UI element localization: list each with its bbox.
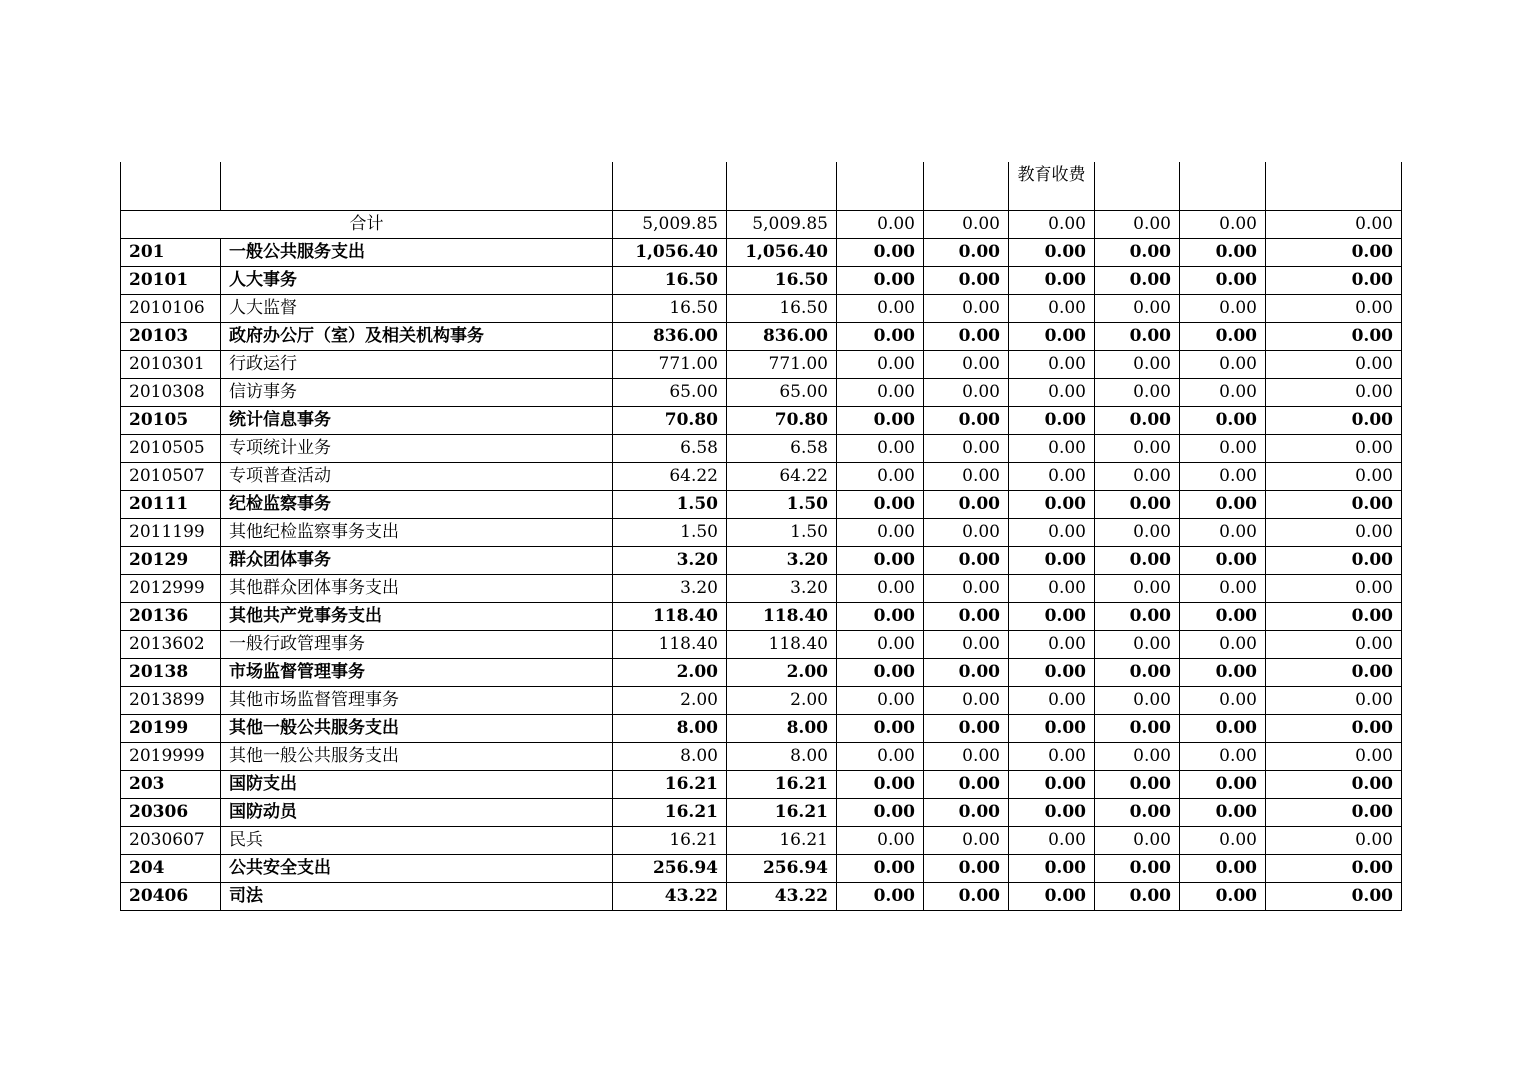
table-row	[121, 659, 1402, 687]
row-value: 0.00	[1095, 323, 1180, 351]
table-row	[121, 267, 1402, 295]
table-row	[121, 491, 1402, 519]
row-value: 16.21	[613, 771, 727, 799]
table-row	[121, 743, 1402, 771]
row-value: 0.00	[837, 603, 924, 631]
row-value: 0.00	[1009, 799, 1095, 827]
row-value: 118.40	[613, 631, 727, 659]
row-value: 0.00	[1266, 239, 1402, 267]
total-value: 5,009.85	[727, 211, 837, 239]
row-name: 一般公共服务支出	[221, 239, 613, 267]
row-name: 其他纪检监察事务支出	[221, 519, 613, 547]
row-value: 0.00	[1180, 267, 1266, 295]
row-value: 0.00	[1180, 575, 1266, 603]
row-value: 0.00	[1009, 743, 1095, 771]
row-value: 2.00	[613, 687, 727, 715]
row-name: 统计信息事务	[221, 407, 613, 435]
table-row	[121, 855, 1402, 883]
row-value: 0.00	[1180, 827, 1266, 855]
row-value: 0.00	[924, 827, 1009, 855]
header-cell-education-fee	[1009, 162, 1095, 211]
row-value: 0.00	[1180, 407, 1266, 435]
total-value: 5,009.85	[613, 211, 727, 239]
row-code: 20105	[121, 407, 221, 435]
row-value: 0.00	[1095, 463, 1180, 491]
row-name: 纪检监察事务	[221, 491, 613, 519]
row-value: 6.58	[727, 435, 837, 463]
row-value: 0.00	[1180, 659, 1266, 687]
row-value: 0.00	[924, 267, 1009, 295]
table-row	[121, 463, 1402, 491]
row-value: 0.00	[1266, 295, 1402, 323]
row-value: 118.40	[727, 603, 837, 631]
row-value: 16.21	[727, 827, 837, 855]
table-row	[121, 883, 1402, 911]
row-value: 3.20	[613, 547, 727, 575]
table-row	[121, 687, 1402, 715]
row-value: 0.00	[1266, 491, 1402, 519]
row-value: 0.00	[1095, 799, 1180, 827]
row-value: 0.00	[1266, 603, 1402, 631]
row-value: 64.22	[727, 463, 837, 491]
row-value: 0.00	[1009, 407, 1095, 435]
row-value: 0.00	[1180, 239, 1266, 267]
row-value: 0.00	[1009, 715, 1095, 743]
row-code: 2013899	[121, 687, 221, 715]
row-value: 0.00	[1095, 379, 1180, 407]
row-value: 0.00	[1009, 491, 1095, 519]
row-code: 20306	[121, 799, 221, 827]
row-value: 0.00	[1266, 743, 1402, 771]
row-value: 0.00	[1009, 687, 1095, 715]
row-value: 0.00	[1180, 603, 1266, 631]
row-value: 0.00	[837, 295, 924, 323]
row-code: 20406	[121, 883, 221, 911]
row-name: 市场监督管理事务	[221, 659, 613, 687]
row-name: 国防支出	[221, 771, 613, 799]
table-row	[121, 575, 1402, 603]
row-value: 16.21	[613, 827, 727, 855]
row-value: 0.00	[924, 351, 1009, 379]
row-value: 8.00	[613, 743, 727, 771]
row-value: 1.50	[613, 519, 727, 547]
row-value: 0.00	[837, 547, 924, 575]
table-row	[121, 519, 1402, 547]
row-value: 0.00	[1266, 435, 1402, 463]
table-row	[121, 547, 1402, 575]
row-value: 0.00	[1009, 379, 1095, 407]
row-name: 司法	[221, 883, 613, 911]
row-name: 其他一般公共服务支出	[221, 715, 613, 743]
row-value: 0.00	[1180, 519, 1266, 547]
row-code: 2010301	[121, 351, 221, 379]
row-value: 0.00	[1180, 351, 1266, 379]
header-label-education-fee: 教育收费	[1017, 165, 1086, 185]
row-value: 1.50	[727, 519, 837, 547]
row-value: 0.00	[1009, 267, 1095, 295]
row-value: 0.00	[1266, 771, 1402, 799]
row-value: 6.58	[613, 435, 727, 463]
row-code: 2010505	[121, 435, 221, 463]
row-value: 0.00	[1266, 463, 1402, 491]
row-value: 0.00	[1095, 435, 1180, 463]
row-name: 专项统计业务	[221, 435, 613, 463]
row-code: 201	[121, 239, 221, 267]
row-value: 0.00	[924, 295, 1009, 323]
row-value: 0.00	[1266, 547, 1402, 575]
total-row	[121, 211, 1402, 239]
row-value: 8.00	[727, 715, 837, 743]
row-value: 0.00	[1095, 687, 1180, 715]
row-value: 0.00	[837, 883, 924, 911]
header-row	[121, 162, 1402, 211]
row-value: 0.00	[1009, 519, 1095, 547]
row-value: 64.22	[613, 463, 727, 491]
table-row	[121, 631, 1402, 659]
row-value: 0.00	[1266, 883, 1402, 911]
row-value: 2.00	[613, 659, 727, 687]
row-value: 0.00	[1009, 631, 1095, 659]
row-value: 0.00	[924, 603, 1009, 631]
row-value: 0.00	[1095, 295, 1180, 323]
row-code: 2010106	[121, 295, 221, 323]
row-value: 0.00	[1009, 575, 1095, 603]
row-value: 0.00	[924, 575, 1009, 603]
row-value: 0.00	[924, 687, 1009, 715]
table-row	[121, 379, 1402, 407]
row-code: 2010507	[121, 463, 221, 491]
row-value: 0.00	[924, 771, 1009, 799]
row-value: 0.00	[837, 659, 924, 687]
row-value: 0.00	[1180, 295, 1266, 323]
row-code: 204	[121, 855, 221, 883]
row-code: 2012999	[121, 575, 221, 603]
row-value: 16.50	[727, 267, 837, 295]
table-row	[121, 351, 1402, 379]
row-value: 0.00	[924, 631, 1009, 659]
row-value: 0.00	[924, 519, 1009, 547]
total-value: 0.00	[837, 211, 924, 239]
header-cell-8	[1266, 162, 1402, 211]
row-value: 0.00	[1266, 575, 1402, 603]
row-code: 20103	[121, 323, 221, 351]
row-name: 人大监督	[221, 295, 613, 323]
row-value: 0.00	[1095, 883, 1180, 911]
row-value: 1.50	[613, 491, 727, 519]
row-value: 43.22	[613, 883, 727, 911]
row-value: 0.00	[1095, 519, 1180, 547]
row-value: 16.50	[727, 295, 837, 323]
row-value: 0.00	[1095, 407, 1180, 435]
row-name: 民兵	[221, 827, 613, 855]
row-value: 0.00	[837, 743, 924, 771]
row-value: 0.00	[1180, 799, 1266, 827]
row-value: 0.00	[1266, 631, 1402, 659]
row-value: 8.00	[727, 743, 837, 771]
row-name: 信访事务	[221, 379, 613, 407]
table-row	[121, 603, 1402, 631]
row-value: 0.00	[1266, 351, 1402, 379]
row-code: 20199	[121, 715, 221, 743]
row-value: 0.00	[1180, 435, 1266, 463]
row-code: 2030607	[121, 827, 221, 855]
row-name: 行政运行	[221, 351, 613, 379]
row-value: 0.00	[1180, 631, 1266, 659]
row-value: 0.00	[837, 463, 924, 491]
row-value: 0.00	[1095, 603, 1180, 631]
row-value: 836.00	[613, 323, 727, 351]
row-value: 0.00	[1180, 463, 1266, 491]
table-row	[121, 239, 1402, 267]
row-value: 0.00	[1180, 743, 1266, 771]
row-value: 0.00	[924, 547, 1009, 575]
row-value: 1,056.40	[727, 239, 837, 267]
row-value: 0.00	[837, 799, 924, 827]
row-value: 0.00	[1009, 855, 1095, 883]
row-value: 2.00	[727, 659, 837, 687]
row-value: 0.00	[837, 715, 924, 743]
row-value: 8.00	[613, 715, 727, 743]
row-value: 0.00	[1009, 883, 1095, 911]
total-value: 0.00	[1266, 211, 1402, 239]
row-value: 0.00	[837, 407, 924, 435]
row-value: 0.00	[1009, 603, 1095, 631]
row-value: 836.00	[727, 323, 837, 351]
table-row	[121, 407, 1402, 435]
row-value: 0.00	[1009, 463, 1095, 491]
row-code: 2013602	[121, 631, 221, 659]
row-value: 16.21	[727, 799, 837, 827]
row-value: 0.00	[837, 827, 924, 855]
row-value: 16.21	[613, 799, 727, 827]
row-value: 0.00	[1095, 715, 1180, 743]
row-value: 0.00	[837, 267, 924, 295]
row-value: 0.00	[1095, 575, 1180, 603]
total-value: 0.00	[1095, 211, 1180, 239]
row-value: 70.80	[613, 407, 727, 435]
row-value: 3.20	[727, 547, 837, 575]
table-row	[121, 323, 1402, 351]
row-name: 其他一般公共服务支出	[221, 743, 613, 771]
row-value: 65.00	[613, 379, 727, 407]
row-value: 0.00	[1009, 771, 1095, 799]
total-label: 合计	[121, 211, 613, 239]
row-value: 0.00	[1180, 771, 1266, 799]
row-value: 0.00	[1095, 491, 1180, 519]
row-value: 0.00	[1266, 799, 1402, 827]
row-value: 16.50	[613, 295, 727, 323]
row-value: 0.00	[1266, 267, 1402, 295]
row-value: 0.00	[924, 743, 1009, 771]
total-value: 0.00	[1180, 211, 1266, 239]
row-value: 256.94	[727, 855, 837, 883]
row-value: 0.00	[1180, 323, 1266, 351]
row-value: 0.00	[1266, 855, 1402, 883]
row-value: 3.20	[613, 575, 727, 603]
row-value: 0.00	[837, 631, 924, 659]
row-code: 20129	[121, 547, 221, 575]
row-value: 0.00	[837, 519, 924, 547]
row-value: 0.00	[1180, 687, 1266, 715]
row-value: 0.00	[837, 771, 924, 799]
total-value: 0.00	[924, 211, 1009, 239]
row-value: 0.00	[924, 491, 1009, 519]
row-code: 2010308	[121, 379, 221, 407]
row-value: 0.00	[1095, 351, 1180, 379]
row-name: 公共安全支出	[221, 855, 613, 883]
row-value: 0.00	[1180, 491, 1266, 519]
row-value: 0.00	[1180, 547, 1266, 575]
row-value: 0.00	[924, 379, 1009, 407]
row-name: 一般行政管理事务	[221, 631, 613, 659]
row-name: 其他市场监督管理事务	[221, 687, 613, 715]
row-value: 16.21	[727, 771, 837, 799]
header-cell-2	[727, 162, 837, 211]
budget-table	[120, 162, 1402, 911]
row-value: 0.00	[924, 715, 1009, 743]
row-value: 0.00	[1095, 631, 1180, 659]
row-name: 国防动员	[221, 799, 613, 827]
row-value: 771.00	[613, 351, 727, 379]
row-code: 20111	[121, 491, 221, 519]
row-value: 3.20	[727, 575, 837, 603]
row-value: 1.50	[727, 491, 837, 519]
row-value: 0.00	[924, 659, 1009, 687]
row-value: 0.00	[1095, 547, 1180, 575]
row-value: 0.00	[1095, 827, 1180, 855]
row-value: 0.00	[924, 239, 1009, 267]
row-name: 其他群众团体事务支出	[221, 575, 613, 603]
row-value: 0.00	[837, 323, 924, 351]
row-value: 0.00	[1009, 659, 1095, 687]
row-code: 20138	[121, 659, 221, 687]
row-value: 118.40	[613, 603, 727, 631]
row-name: 其他共产党事务支出	[221, 603, 613, 631]
row-value: 0.00	[1095, 239, 1180, 267]
header-cell-3	[837, 162, 924, 211]
row-value: 0.00	[1009, 323, 1095, 351]
row-value: 0.00	[1095, 659, 1180, 687]
header-cell-1	[613, 162, 727, 211]
row-value: 0.00	[1266, 407, 1402, 435]
row-value: 0.00	[924, 855, 1009, 883]
row-value: 0.00	[1266, 323, 1402, 351]
row-value: 0.00	[1266, 379, 1402, 407]
row-value: 118.40	[727, 631, 837, 659]
row-value: 2.00	[727, 687, 837, 715]
header-cell-7	[1180, 162, 1266, 211]
row-value: 0.00	[1180, 883, 1266, 911]
row-value: 0.00	[1095, 771, 1180, 799]
row-value: 0.00	[837, 491, 924, 519]
row-value: 0.00	[1095, 267, 1180, 295]
row-code: 203	[121, 771, 221, 799]
row-value: 0.00	[1095, 855, 1180, 883]
row-value: 0.00	[1266, 659, 1402, 687]
row-value: 0.00	[1266, 519, 1402, 547]
row-value: 0.00	[1009, 295, 1095, 323]
row-value: 16.50	[613, 267, 727, 295]
row-value: 0.00	[1009, 827, 1095, 855]
row-value: 0.00	[1009, 547, 1095, 575]
row-value: 0.00	[1180, 855, 1266, 883]
row-value: 43.22	[727, 883, 837, 911]
row-value: 0.00	[837, 575, 924, 603]
row-value: 0.00	[837, 687, 924, 715]
header-cell-4	[924, 162, 1009, 211]
row-name: 人大事务	[221, 267, 613, 295]
header-cell-name	[221, 162, 613, 211]
header-cell-6	[1095, 162, 1180, 211]
row-value: 0.00	[837, 239, 924, 267]
row-value: 0.00	[1180, 715, 1266, 743]
row-value: 0.00	[924, 435, 1009, 463]
row-value: 0.00	[1266, 827, 1402, 855]
row-value: 0.00	[924, 323, 1009, 351]
table-row	[121, 715, 1402, 743]
row-code: 20101	[121, 267, 221, 295]
row-value: 0.00	[837, 351, 924, 379]
row-value: 65.00	[727, 379, 837, 407]
row-value: 0.00	[1009, 351, 1095, 379]
row-value: 0.00	[837, 435, 924, 463]
table-row	[121, 827, 1402, 855]
row-value: 0.00	[924, 799, 1009, 827]
table-row	[121, 295, 1402, 323]
table-row	[121, 435, 1402, 463]
row-value: 0.00	[1009, 435, 1095, 463]
row-value: 0.00	[924, 463, 1009, 491]
row-name: 政府办公厅（室）及相关机构事务	[221, 323, 613, 351]
row-value: 0.00	[924, 407, 1009, 435]
row-value: 0.00	[1266, 687, 1402, 715]
row-value: 0.00	[1009, 239, 1095, 267]
row-value: 1,056.40	[613, 239, 727, 267]
row-value: 0.00	[837, 379, 924, 407]
row-value: 771.00	[727, 351, 837, 379]
row-value: 0.00	[1266, 715, 1402, 743]
row-name: 专项普查活动	[221, 463, 613, 491]
table-row	[121, 799, 1402, 827]
row-value: 0.00	[924, 883, 1009, 911]
row-value: 0.00	[837, 855, 924, 883]
row-code: 2011199	[121, 519, 221, 547]
total-value: 0.00	[1009, 211, 1095, 239]
row-name: 群众团体事务	[221, 547, 613, 575]
row-code: 2019999	[121, 743, 221, 771]
row-value: 70.80	[727, 407, 837, 435]
row-value: 0.00	[1095, 743, 1180, 771]
table-row	[121, 771, 1402, 799]
header-cell-code	[121, 162, 221, 211]
row-value: 256.94	[613, 855, 727, 883]
row-value: 0.00	[1180, 379, 1266, 407]
row-code: 20136	[121, 603, 221, 631]
